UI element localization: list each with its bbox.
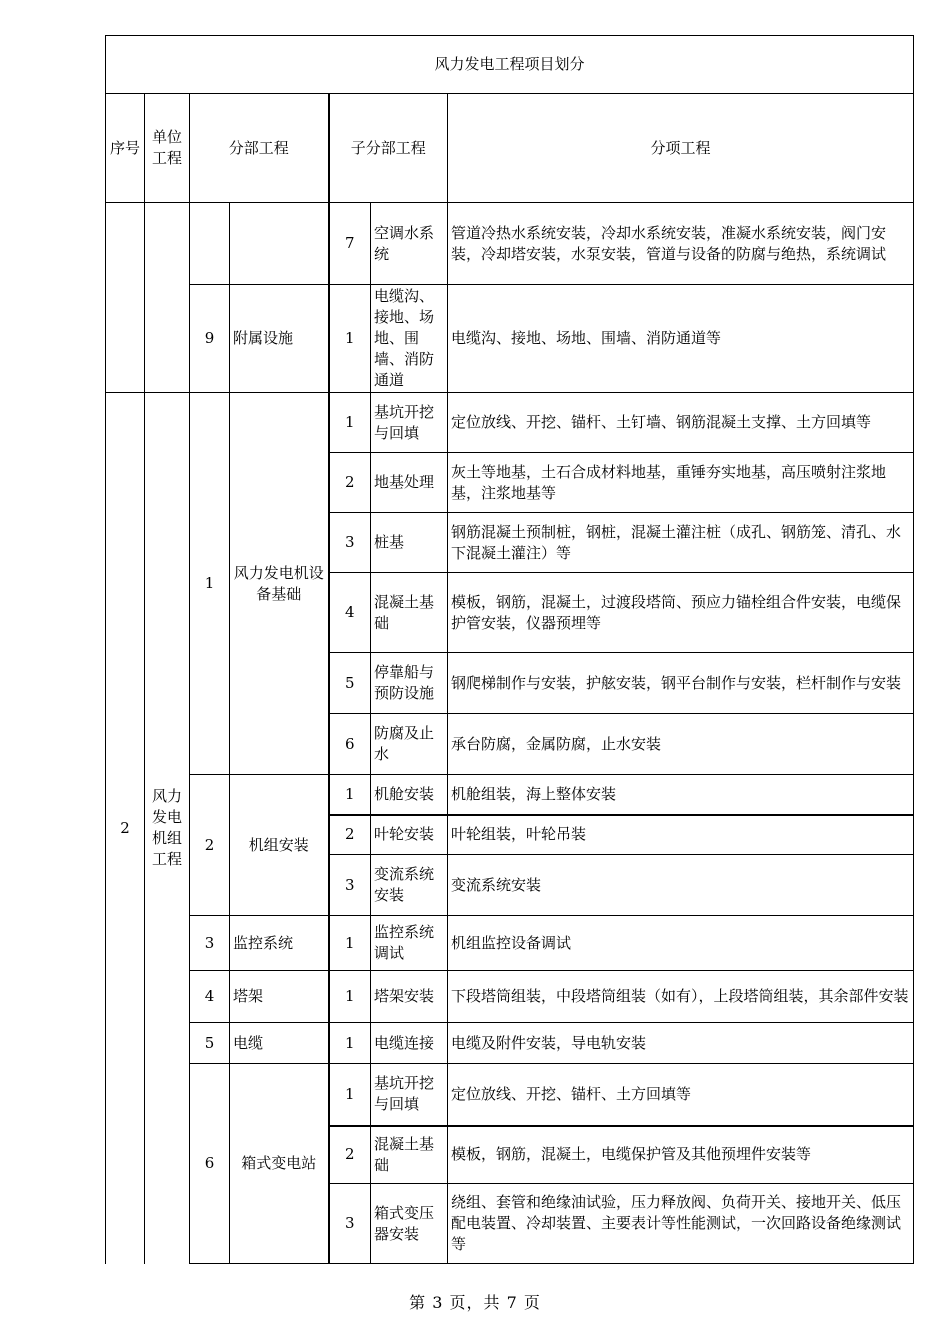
item-text: 钢爬梯制作与安装，护舷安装，钢平台制作与安装，栏杆制作与安装 xyxy=(448,653,914,714)
table-title: 风力发电工程项目划分 xyxy=(106,36,914,94)
division-no: 4 xyxy=(190,971,230,1023)
subdivision-no: 1 xyxy=(329,916,371,971)
item-text: 钢筋混凝土预制桩，钢桩，混凝土灌注桩（成孔、钢筋笼、清孔、水下混凝土灌注）等 xyxy=(448,513,914,573)
subdivision-name: 电缆连接 xyxy=(371,1023,448,1064)
item-text: 机组监控设备调试 xyxy=(448,916,914,971)
subdivision-no: 1 xyxy=(329,285,371,393)
subdivision-name: 监控系统调试 xyxy=(371,916,448,971)
subdivision-name: 空调水系统 xyxy=(371,203,448,285)
subdivision-no: 1 xyxy=(329,1064,371,1126)
header-seq: 序号 xyxy=(106,94,145,203)
division-name: 机组安装 xyxy=(230,775,329,916)
subdivision-name: 地基处理 xyxy=(371,453,448,513)
table-row xyxy=(106,203,914,285)
division-name: 风力发电机设备基础 xyxy=(230,393,329,775)
subdivision-name: 混凝土基础 xyxy=(371,1126,448,1184)
table-row xyxy=(106,393,914,453)
project-division-table xyxy=(105,35,914,1264)
subdivision-name: 基坑开挖与回填 xyxy=(371,393,448,453)
subdivision-no: 3 xyxy=(329,513,371,573)
division-no: 5 xyxy=(190,1023,230,1064)
item-text: 电缆及附件安装，导电轨安装 xyxy=(448,1023,914,1064)
subdivision-name: 机舱安装 xyxy=(371,775,448,815)
item-text: 电缆沟、接地、场地、围墙、消防通道等 xyxy=(448,285,914,393)
item-text: 模板，钢筋，混凝土，过渡段塔筒、预应力锚栓组合件安装，电缆保护管安装，仪器预埋等 xyxy=(448,573,914,653)
item-text: 机舱组装，海上整体安装 xyxy=(448,775,914,815)
division-name: 附属设施 xyxy=(230,285,329,393)
table-row xyxy=(106,1023,914,1064)
division-no: 1 xyxy=(190,393,230,775)
subdivision-name: 防腐及止水 xyxy=(371,714,448,775)
subdivision-no: 4 xyxy=(329,573,371,653)
item-text: 模板，钢筋，混凝土，电缆保护管及其他预埋件安装等 xyxy=(448,1126,914,1184)
division-name: 塔架 xyxy=(230,971,329,1023)
header-division: 分部工程 xyxy=(190,94,329,203)
subdivision-no: 1 xyxy=(329,393,371,453)
subdivision-no: 7 xyxy=(329,203,371,285)
table-row xyxy=(106,916,914,971)
subdivision-no: 5 xyxy=(329,653,371,714)
subdivision-name: 混凝土基础 xyxy=(371,573,448,653)
unit-name: 风力发电机组工程 xyxy=(145,393,190,1264)
subdivision-name: 桩基 xyxy=(371,513,448,573)
subdivision-no: 1 xyxy=(329,775,371,815)
subdivision-name: 变流系统安装 xyxy=(371,855,448,916)
division-name xyxy=(230,203,329,285)
subdivision-name: 基坑开挖与回填 xyxy=(371,1064,448,1126)
page-footer: 第 3 页，共 7 页 xyxy=(409,1293,541,1312)
unit-seq: 2 xyxy=(106,393,145,1264)
table-row xyxy=(106,1064,914,1126)
item-text: 变流系统安装 xyxy=(448,855,914,916)
division-name: 监控系统 xyxy=(230,916,329,971)
division-name: 箱式变电站 xyxy=(230,1064,329,1264)
item-text: 承台防腐，金属防腐，止水安装 xyxy=(448,714,914,775)
subdivision-name: 箱式变压器安装 xyxy=(371,1184,448,1264)
division-no: 9 xyxy=(190,285,230,393)
subdivision-no: 1 xyxy=(329,1023,371,1064)
subdivision-no: 2 xyxy=(329,453,371,513)
seq-cell xyxy=(106,203,145,393)
division-no: 3 xyxy=(190,916,230,971)
item-text: 下段塔筒组装，中段塔筒组装（如有），上段塔筒组装，其余部件安装 xyxy=(448,971,914,1023)
division-no xyxy=(190,203,230,285)
division-no: 6 xyxy=(190,1064,230,1264)
subdivision-name: 叶轮安装 xyxy=(371,815,448,855)
header-item: 分项工程 xyxy=(448,94,914,203)
item-text: 灰土等地基，土石合成材料地基，重锤夯实地基，高压喷射注浆地基，注浆地基等 xyxy=(448,453,914,513)
subdivision-no: 3 xyxy=(329,1184,371,1264)
header-subdivision: 子分部工程 xyxy=(329,94,448,203)
header-unit: 单位工程 xyxy=(145,94,190,203)
table-row xyxy=(106,971,914,1023)
subdivision-no: 1 xyxy=(329,971,371,1023)
item-text: 定位放线、开挖、锚杆、土钉墙、钢筋混凝土支撑、土方回填等 xyxy=(448,393,914,453)
division-name: 电缆 xyxy=(230,1023,329,1064)
subdivision-no: 3 xyxy=(329,855,371,916)
subdivision-name: 塔架安装 xyxy=(371,971,448,1023)
item-text: 叶轮组装，叶轮吊装 xyxy=(448,815,914,855)
table-row xyxy=(106,775,914,815)
item-text: 绕组、套管和绝缘油试验，压力释放阀、负荷开关、接地开关、低压配电装置、冷却装置、主要表计等性能测试，一次回路设备绝缘测试等 xyxy=(448,1184,914,1264)
subdivision-no: 2 xyxy=(329,1126,371,1184)
subdivision-name: 电缆沟、接地、场地、围墙、消防通道 xyxy=(371,285,448,393)
division-no: 2 xyxy=(190,775,230,916)
subdivision-name: 停靠船与预防设施 xyxy=(371,653,448,714)
item-text: 定位放线、开挖、锚杆、土方回填等 xyxy=(448,1064,914,1126)
unit-cell xyxy=(145,203,190,393)
table-row xyxy=(106,285,914,393)
subdivision-no: 6 xyxy=(329,714,371,775)
subdivision-no: 2 xyxy=(329,815,371,855)
item-text: 管道冷热水系统安装，冷却水系统安装，准凝水系统安装，阀门安装，冷却塔安装，水泵安装，管道与设备的防腐与绝热，系统调试 xyxy=(448,203,914,285)
